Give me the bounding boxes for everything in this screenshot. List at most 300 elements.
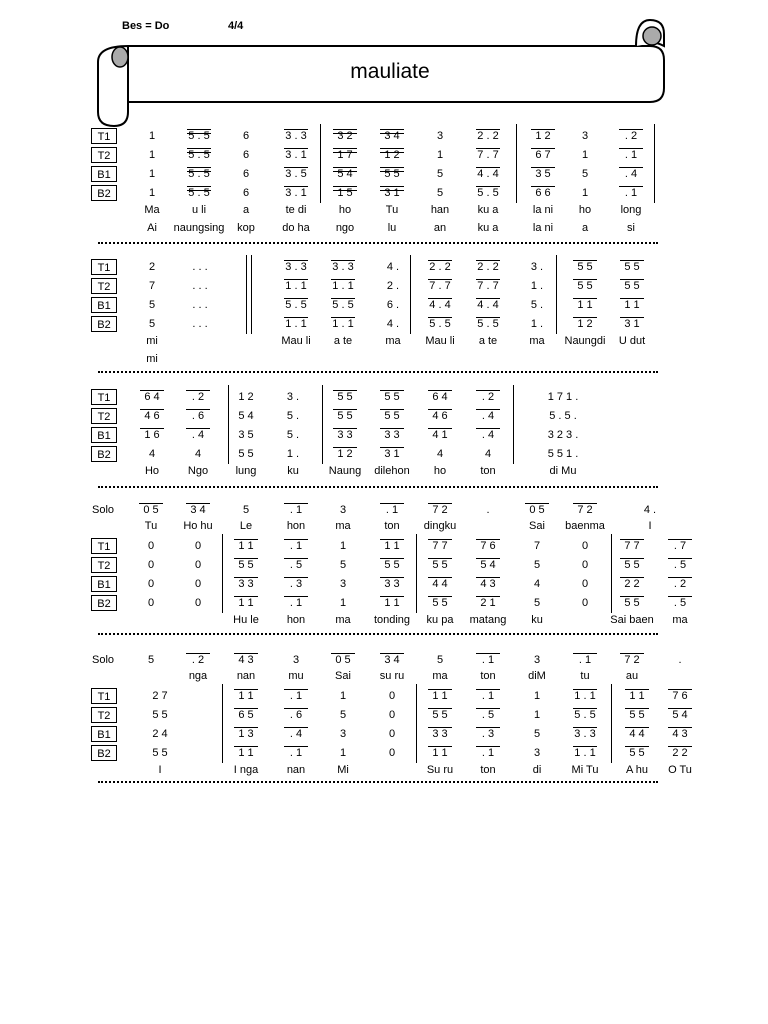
lyric-syllable: Sai baen: [610, 614, 654, 626]
lyric-syllable: ton: [480, 764, 496, 776]
note-cell: 5: [148, 318, 156, 330]
note-cell: 3: [436, 130, 444, 142]
beam-line: [380, 428, 404, 432]
voice-label-t2: T2: [91, 278, 117, 294]
note-cell: 1 1: [629, 690, 645, 702]
lyric-syllable: lu: [387, 222, 397, 234]
note-cell: 4 6: [144, 410, 160, 422]
lyric-syllable: ma: [529, 335, 545, 347]
lyric-syllable: kop: [237, 222, 255, 234]
lyric-syllable: long: [620, 204, 642, 216]
solo-note: 7 2: [432, 504, 448, 516]
note-cell: 5 . 5: [188, 149, 210, 161]
beam-line: [476, 390, 500, 394]
beam-line: [625, 727, 649, 731]
lyric-syllable: di: [532, 764, 542, 776]
note-cell: 1 1: [384, 597, 400, 609]
note-cell: 3 . 5: [285, 168, 307, 180]
lyric-syllable: A hu: [625, 764, 649, 776]
beam-line: [284, 129, 308, 133]
beam-line: [573, 279, 597, 283]
lyric-syllable: mu: [288, 670, 304, 682]
beam-line: [620, 653, 644, 657]
note-cell: 5 5: [384, 559, 400, 571]
note-cell: 1 1: [238, 597, 254, 609]
note-cell: . 1: [481, 690, 495, 702]
note-cell: . 5: [289, 559, 303, 571]
beam-line: [573, 317, 597, 321]
beam-line: [234, 539, 258, 543]
lyric-syllable: nga: [188, 670, 208, 682]
note-cell: 4 . 4: [477, 299, 499, 311]
note-cell: 0: [147, 578, 155, 590]
note-cell: 1 . 1: [285, 318, 307, 330]
beam-line: [284, 503, 308, 507]
beam-line: [284, 317, 308, 321]
note-cell: 1 1: [384, 540, 400, 552]
lyric-syllable: Sai: [335, 670, 351, 682]
note-cell: . 4: [481, 429, 495, 441]
beam-line: [428, 279, 452, 283]
dotted-separator: [98, 633, 658, 635]
lyric-syllable: a: [581, 222, 589, 234]
beam-line: [620, 260, 644, 264]
lyric-syllable: Ma: [144, 204, 160, 216]
beam-line: [476, 746, 500, 750]
note-cell: 0: [388, 728, 396, 740]
lyric-syllable: Mau li: [281, 335, 311, 347]
lyric-syllable: ku a: [477, 204, 499, 216]
voice-label-b1: B1: [91, 166, 117, 182]
beam-line: [380, 596, 404, 600]
beam-line: [620, 298, 644, 302]
beam-line: [333, 167, 357, 172]
beam-line: [331, 279, 355, 283]
lyric-syllable: su ru: [379, 670, 405, 682]
note-cell: 5: [533, 728, 541, 740]
note-cell: 5 .: [286, 410, 300, 422]
lyric-syllable: ton: [480, 465, 496, 477]
note-cell: 5 5: [432, 559, 448, 571]
beam-line: [531, 186, 555, 190]
note-cell: 1 3: [238, 728, 254, 740]
note-cell: 3 . 3: [332, 261, 354, 273]
note-cell: 1 1: [238, 747, 254, 759]
beam-line: [140, 428, 164, 432]
note-cell: 7 . 7: [429, 280, 451, 292]
beam-line: [531, 129, 555, 133]
beam-line: [234, 727, 258, 731]
beam-line: [619, 186, 643, 190]
beam-line: [428, 503, 452, 507]
barline: [516, 124, 517, 203]
note-cell: 1: [533, 690, 541, 702]
lyric-syllable: Tu: [385, 204, 399, 216]
note-cell: . 2: [624, 130, 638, 142]
solo-note: 3 4: [384, 654, 400, 666]
lyric-syllable: Ai: [147, 222, 157, 234]
note-cell: 7: [533, 540, 541, 552]
beam-line: [186, 390, 210, 394]
beam-line: [284, 689, 308, 693]
dotted-separator: [98, 486, 658, 488]
note-cell: 3: [339, 728, 347, 740]
note-cell: . 1: [624, 187, 638, 199]
note-cell: 5 5: [384, 410, 400, 422]
barline: [320, 124, 321, 203]
note-cell: 7 6: [672, 690, 688, 702]
beam-line: [234, 577, 258, 581]
note-cell: 3 3: [432, 728, 448, 740]
beam-line: [331, 260, 355, 264]
beam-line: [573, 298, 597, 302]
lyric-syllable: I: [158, 764, 162, 776]
solo-note: 4 3: [238, 654, 254, 666]
lyric-syllable: ho: [433, 465, 447, 477]
note-cell: 1 6: [144, 429, 160, 441]
barline: [611, 534, 612, 613]
note-cell: 7 6: [480, 540, 496, 552]
note-cell: 1: [339, 540, 347, 552]
note-cell: 4 3: [480, 578, 496, 590]
beam-line: [476, 148, 500, 152]
lyric-syllable: Naung: [328, 465, 362, 477]
beam-line: [284, 298, 308, 302]
beam-line: [380, 148, 404, 153]
note-cell: 5 5: [629, 747, 645, 759]
note-cell: 2 4: [152, 728, 168, 740]
note-cell: . 4: [624, 168, 638, 180]
lyric-syllable: ho: [338, 204, 352, 216]
beam-line: [476, 596, 500, 600]
lyric-syllable: ton: [480, 670, 496, 682]
note-cell: 5 5: [238, 448, 254, 460]
note-cell: . . .: [192, 299, 208, 311]
note-cell: 1 .: [286, 448, 300, 460]
lyric-syllable: Tu: [144, 520, 158, 532]
beam-line: [428, 689, 452, 693]
note-cell: 2 2: [624, 578, 640, 590]
note-cell: 6 .: [386, 299, 400, 311]
note-cell: 1 1: [432, 690, 448, 702]
note-cell: 5 5: [337, 391, 353, 403]
note-cell: . 7: [673, 540, 687, 552]
note-cell: 6: [242, 168, 250, 180]
lyric-syllable: Ngo: [187, 465, 209, 477]
barline: [322, 385, 323, 464]
beam-line: [234, 746, 258, 750]
beam-line: [380, 577, 404, 581]
note-cell: 5 4: [238, 410, 254, 422]
beam-line: [187, 148, 211, 153]
note-cell: 5 5: [152, 747, 168, 759]
note-cell: 1 2: [337, 448, 353, 460]
lyric-syllable: a te: [333, 335, 353, 347]
solo-note: 0 5: [529, 504, 545, 516]
note-cell: . 5: [481, 709, 495, 721]
voice-label-t2: T2: [91, 408, 117, 424]
beam-line: [428, 317, 452, 321]
time-signature: 4/4: [228, 20, 244, 32]
note-cell: 6 7: [535, 149, 551, 161]
note-cell: 5 . 5: [332, 299, 354, 311]
beam-line: [333, 428, 357, 432]
note-cell: 5 5: [577, 261, 593, 273]
note-cell: 3 2 3 .: [547, 429, 579, 441]
lyric-syllable: dilehon: [374, 465, 410, 477]
lyric-syllable: u li: [191, 204, 207, 216]
note-cell: 5 5: [384, 391, 400, 403]
note-cell: . 1: [289, 747, 303, 759]
barline: [251, 255, 252, 334]
beam-line: [428, 539, 452, 543]
beam-line: [476, 409, 500, 413]
note-cell: . 2: [191, 391, 205, 403]
note-cell: 7: [148, 280, 156, 292]
beam-line: [428, 558, 452, 562]
lyric-syllable: ma: [672, 614, 688, 626]
note-cell: . 2: [673, 578, 687, 590]
note-cell: 5 .: [286, 429, 300, 441]
note-cell: 5 5: [624, 597, 640, 609]
note-cell: 5 . 5: [574, 709, 596, 721]
note-cell: 1 2: [238, 391, 254, 403]
voice-label-t1: T1: [91, 688, 117, 704]
note-cell: 6: [242, 130, 250, 142]
lyric-syllable: Sai: [529, 520, 545, 532]
note-cell: 0: [147, 597, 155, 609]
note-cell: 1: [339, 747, 347, 759]
beam-line: [284, 279, 308, 283]
lyric-syllable: Hu le: [233, 614, 259, 626]
lyric-syllable: do ha: [282, 222, 310, 234]
note-cell: 5 . 5: [188, 130, 210, 142]
note-cell: . 1: [481, 747, 495, 759]
lyric-syllable: au: [625, 670, 639, 682]
note-cell: 3: [581, 130, 589, 142]
voice-label-b1: B1: [91, 726, 117, 742]
note-cell: 0: [581, 559, 589, 571]
note-cell: 4 6: [432, 410, 448, 422]
note-cell: 6: [242, 187, 250, 199]
beam-line: [476, 167, 500, 171]
beam-line: [284, 148, 308, 152]
solo-label: Solo: [92, 654, 115, 666]
beam-line: [620, 596, 644, 600]
lyric-syllable: U dut: [618, 335, 646, 347]
beam-line: [140, 409, 164, 413]
beam-line: [531, 167, 555, 171]
voice-label-b2: B2: [91, 316, 117, 332]
note-cell: 1: [148, 187, 156, 199]
beam-line: [476, 317, 500, 321]
lyric-syllable: matang: [469, 614, 507, 626]
note-cell: 0: [388, 690, 396, 702]
beam-line: [284, 539, 308, 543]
note-cell: . 4: [289, 728, 303, 740]
barline: [410, 255, 411, 334]
beam-line: [428, 260, 452, 264]
beam-line: [668, 558, 692, 562]
beam-line: [333, 129, 357, 134]
beam-line: [331, 317, 355, 321]
lyric-syllable: Ho hu: [183, 520, 213, 532]
note-cell: 3 3: [384, 578, 400, 590]
note-cell: 2 2: [672, 747, 688, 759]
beam-line: [476, 129, 500, 133]
note-cell: 3 .: [286, 391, 300, 403]
beam-line: [668, 577, 692, 581]
lyric-syllable: nan: [236, 670, 256, 682]
lyric-syllable: Mau li: [425, 335, 455, 347]
note-cell: . 5: [673, 559, 687, 571]
note-cell: . 5: [673, 597, 687, 609]
dotted-separator: [98, 371, 658, 373]
beam-line: [619, 167, 643, 171]
solo-note: 3 4: [190, 504, 206, 516]
note-cell: 3 . 1: [285, 187, 307, 199]
barline: [416, 534, 417, 613]
note-cell: 0: [388, 709, 396, 721]
beam-line: [284, 558, 308, 562]
voice-label-t1: T1: [91, 389, 117, 405]
note-cell: 4: [533, 578, 541, 590]
note-cell: 3 1: [624, 318, 640, 330]
beam-line: [476, 577, 500, 581]
note-cell: 2: [148, 261, 156, 273]
lyric-syllable: a te: [478, 335, 498, 347]
beam-line: [625, 708, 649, 712]
solo-note: 5: [147, 654, 155, 666]
note-cell: 3 3: [384, 429, 400, 441]
note-cell: 3 1: [384, 187, 400, 199]
note-cell: 5 5: [337, 410, 353, 422]
voice-label-t2: T2: [91, 147, 117, 163]
note-cell: 5 . 5: [188, 187, 210, 199]
beam-line: [619, 148, 643, 152]
note-cell: . 2: [481, 391, 495, 403]
beam-line: [380, 503, 404, 507]
lyric-syllable: ho: [578, 204, 592, 216]
beam-line: [625, 746, 649, 750]
note-cell: 1 .: [530, 280, 544, 292]
beam-line: [625, 689, 649, 693]
note-cell: . . .: [192, 261, 208, 273]
note-cell: . 1: [289, 690, 303, 702]
lyric-syllable: ma: [432, 670, 448, 682]
voice-label-t1: T1: [91, 128, 117, 144]
note-cell: 3 3: [337, 429, 353, 441]
beam-line: [668, 708, 692, 712]
beam-line: [186, 503, 210, 507]
note-cell: 4 4: [432, 578, 448, 590]
note-cell: 5: [339, 709, 347, 721]
beam-line: [428, 390, 452, 394]
solo-note: . 2: [191, 654, 205, 666]
lyric-syllable: Ho: [144, 465, 160, 477]
lyric-syllable: Mi Tu: [571, 764, 599, 776]
note-cell: 5: [533, 597, 541, 609]
note-cell: 1: [148, 130, 156, 142]
lyric-syllable: lung: [235, 465, 257, 477]
note-cell: 1: [533, 709, 541, 721]
note-cell: 5 . 5: [477, 187, 499, 199]
beam-line: [187, 186, 211, 191]
beam-line: [140, 390, 164, 394]
lyric-syllable: ku a: [477, 222, 499, 234]
voice-label-b2: B2: [91, 595, 117, 611]
beam-line: [186, 428, 210, 432]
note-cell: 3 4: [384, 130, 400, 142]
solo-note: 3: [533, 654, 541, 666]
note-cell: 5: [436, 187, 444, 199]
lyric-syllable: mi: [146, 353, 158, 365]
beam-line: [284, 260, 308, 264]
beam-line: [380, 129, 404, 134]
note-cell: 5: [581, 168, 589, 180]
note-cell: 6 4: [144, 391, 160, 403]
note-cell: 2 7: [152, 690, 168, 702]
lyric-syllable: la ni: [532, 204, 554, 216]
dotted-separator: [98, 242, 658, 244]
beam-line: [620, 558, 644, 562]
beam-line: [234, 653, 258, 657]
beam-line: [620, 279, 644, 283]
note-cell: 7 7: [624, 540, 640, 552]
solo-note: 3: [339, 504, 347, 516]
barline: [228, 385, 229, 464]
note-cell: 3 5: [238, 429, 254, 441]
note-cell: 4: [148, 448, 156, 460]
lyric-syllable: Le: [239, 520, 253, 532]
note-cell: 4 3: [672, 728, 688, 740]
beam-line: [668, 689, 692, 693]
note-cell: 5: [533, 559, 541, 571]
lyric-syllable: te di: [285, 204, 307, 216]
beam-line: [476, 260, 500, 264]
beam-line: [428, 596, 452, 600]
beam-line: [333, 390, 357, 394]
note-cell: 5 5: [384, 168, 400, 180]
solo-note: 0 5: [335, 654, 351, 666]
beam-line: [620, 577, 644, 581]
solo-note: . 1: [578, 654, 592, 666]
voice-label-t1: T1: [91, 538, 117, 554]
beam-line: [476, 653, 500, 657]
beam-line: [476, 428, 500, 432]
beam-line: [428, 708, 452, 712]
note-cell: 5 5: [629, 709, 645, 721]
note-cell: 0: [147, 559, 155, 571]
lyric-syllable: ku pa: [426, 614, 454, 626]
lyric-syllable: ma: [335, 520, 351, 532]
beam-line: [186, 653, 210, 657]
note-cell: 3 . 3: [285, 130, 307, 142]
note-cell: . 1: [624, 149, 638, 161]
solo-note: .: [486, 504, 490, 516]
beam-line: [428, 409, 452, 413]
note-cell: 5 5: [432, 597, 448, 609]
solo-note: 7 2: [577, 504, 593, 516]
note-cell: 5 4: [672, 709, 688, 721]
beam-line: [525, 503, 549, 507]
note-cell: 3: [339, 578, 347, 590]
note-cell: 2 . 2: [477, 130, 499, 142]
note-cell: 3 .: [530, 261, 544, 273]
voice-label-b2: B2: [91, 745, 117, 761]
voice-label-b1: B1: [91, 297, 117, 313]
beam-line: [331, 653, 355, 657]
